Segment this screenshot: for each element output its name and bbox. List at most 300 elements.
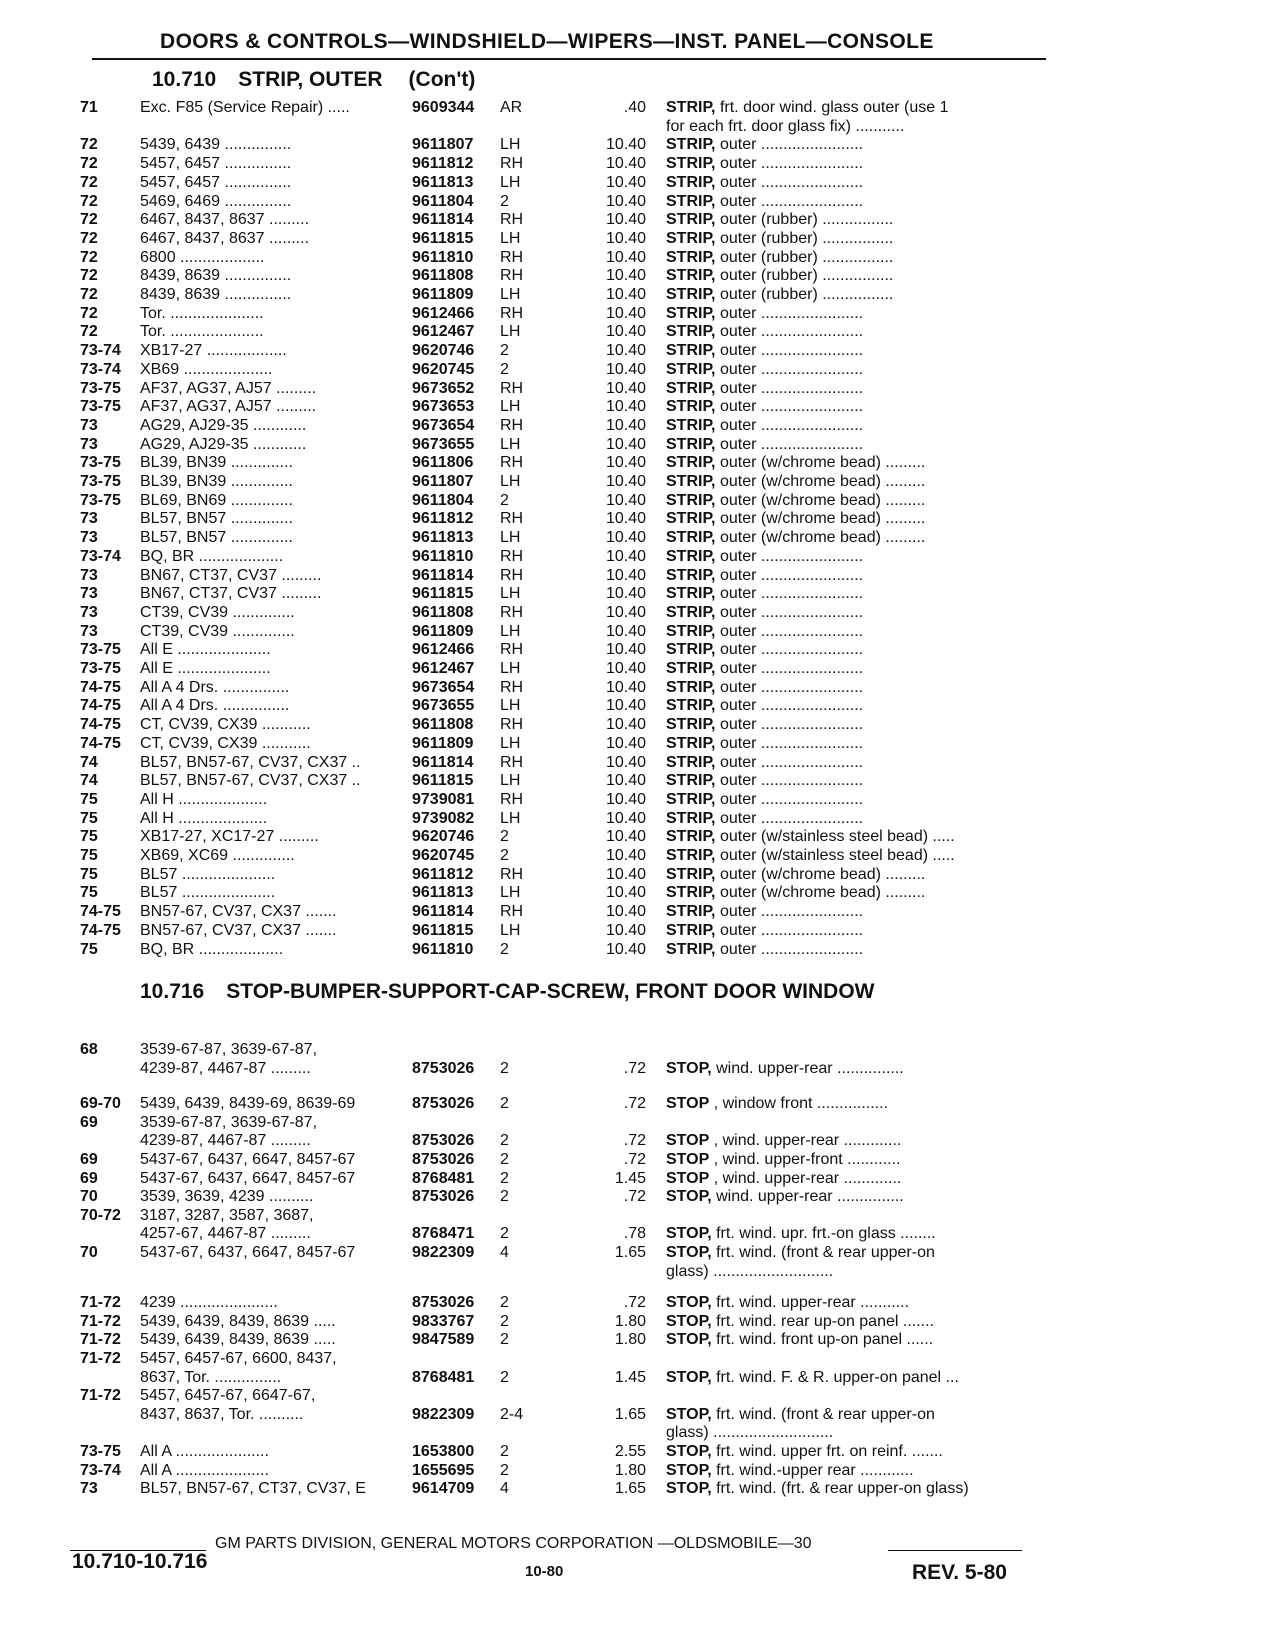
description-keyword: STRIP,	[666, 136, 716, 154]
model-cell: 5437-67, 6437, 6647, 8457-67	[140, 1169, 356, 1187]
table-row	[0, 622, 1280, 641]
part-number-cell: 9620745	[412, 847, 475, 864]
year-cell: 73-75	[80, 379, 121, 397]
description-keyword: STRIP,	[666, 772, 716, 790]
model-cell: BQ, BR ...................	[140, 940, 284, 958]
year-cell: 71-72	[80, 1331, 121, 1349]
quantity-cell: LH	[500, 884, 521, 902]
description-cell	[666, 640, 1046, 659]
quantity-cell: LH	[500, 660, 521, 677]
quantity-cell: RH	[500, 566, 524, 584]
year-cell: 75	[80, 847, 98, 864]
description-text: outer .......................	[719, 155, 864, 173]
description-cell	[666, 547, 1046, 566]
quantity-cell: LH	[500, 921, 521, 939]
part-number-cell: 9611814	[412, 566, 474, 584]
quantity-cell: RH	[500, 903, 524, 921]
price-cell: 10.40	[605, 229, 646, 247]
year-cell: 72	[80, 229, 98, 247]
description-cell	[666, 1150, 1046, 1169]
description-cell	[666, 1187, 1046, 1206]
description-text: outer .......................	[719, 398, 864, 416]
year-cell: 73-75	[80, 660, 121, 677]
description-text: outer .......................	[719, 566, 864, 584]
price-cell: .72	[623, 1132, 646, 1150]
description-cell	[666, 266, 1046, 285]
year-cell: 72	[80, 304, 98, 322]
price-cell: 1.80	[614, 1312, 646, 1330]
quantity-cell: RH	[500, 267, 524, 285]
table-row	[0, 135, 1280, 154]
description-cell	[666, 846, 1046, 865]
part-number-cell: 9611810	[412, 940, 474, 958]
part-number-cell: 9611808	[412, 716, 474, 734]
description-keyword: STRIP,	[666, 416, 716, 434]
year-cell: 73	[80, 566, 98, 584]
part-number-cell: 9614709	[412, 1480, 475, 1498]
description-cell	[666, 940, 1046, 959]
year-cell: 69	[80, 1113, 98, 1131]
model-cell: All E .....................	[140, 641, 271, 659]
model-cell: 3539-67-87, 3639-67-87,	[140, 1113, 318, 1131]
quantity-cell: 2	[500, 847, 509, 864]
description-keyword: STRIP,	[666, 921, 716, 939]
model-cell: 5457, 6457 ...............	[140, 173, 292, 191]
description-cell	[666, 902, 1046, 921]
model-cell: 5439, 6439, 8439, 8639 .....	[140, 1312, 336, 1330]
price-cell: 10.40	[605, 641, 646, 659]
model-cell: All A 4 Drs. ...............	[140, 678, 290, 696]
part-number-cell: 9612467	[412, 323, 475, 341]
quantity-cell: 2	[500, 1461, 509, 1479]
description-text: frt. wind. (front & rear upper-on	[716, 1244, 935, 1261]
quantity-cell: 2	[500, 1331, 509, 1349]
description-cell	[666, 360, 1046, 379]
year-cell: 75	[80, 884, 98, 902]
description-keyword: STRIP,	[666, 660, 716, 677]
model-cell: 4239 ......................	[140, 1294, 278, 1312]
year-cell: 73	[80, 529, 98, 547]
part-number-cell: 9611814	[412, 211, 474, 229]
part-number-cell: 8753026	[412, 1132, 475, 1150]
model-cell: BL57, BN57 ..............	[140, 529, 293, 547]
part-number-cell: 9611809	[412, 734, 474, 752]
table-row	[0, 1094, 1280, 1113]
year-cell: 73-75	[80, 491, 121, 509]
model-cell: BL69, BN69 ..............	[140, 491, 293, 509]
quantity-cell: 2	[500, 1132, 509, 1150]
part-number-cell: 9611814	[412, 753, 474, 771]
quantity-cell: 2	[500, 1312, 509, 1330]
quantity-cell: 2	[500, 1169, 509, 1187]
part-number-cell: 9620745	[412, 360, 475, 378]
description-keyword: STRIP,	[666, 547, 716, 565]
price-cell: 10.40	[605, 211, 646, 229]
quantity-cell: 4	[500, 1244, 509, 1261]
description-text: wind. upper-rear ...............	[716, 1188, 904, 1206]
price-cell: 10.40	[605, 304, 646, 322]
description-cell	[666, 921, 1046, 940]
price-cell: 10.40	[605, 603, 646, 621]
description-keyword: STRIP,	[666, 790, 716, 808]
description-text: outer (rubber) ................	[719, 248, 894, 266]
part-number-cell: 9611804	[412, 491, 474, 509]
part-number-cell: 9673654	[412, 416, 475, 434]
price-cell: 10.40	[605, 510, 646, 528]
description-keyword: STRIP,	[666, 716, 716, 734]
header-rule	[92, 58, 1046, 60]
description-cell	[666, 1169, 1046, 1188]
description-text: frt. wind. (front & rear upper-on	[716, 1405, 935, 1423]
description-keyword: STRIP,	[666, 529, 716, 547]
model-cell: 4239-87, 4467-87 .........	[140, 1059, 311, 1077]
part-number-cell: 8768481	[412, 1368, 475, 1386]
year-cell: 71-72	[80, 1387, 121, 1405]
description-keyword: STRIP,	[666, 286, 716, 303]
year-cell: 73-75	[80, 1443, 121, 1460]
year-cell: 74	[80, 772, 98, 790]
footer-rule-right	[888, 1550, 1022, 1551]
description-keyword: STRIP,	[666, 435, 716, 453]
table-row	[0, 1187, 1280, 1206]
price-cell: 10.40	[605, 379, 646, 397]
description-text: outer .......................	[719, 697, 864, 715]
price-cell: 10.40	[605, 192, 646, 210]
model-cell: AG29, AJ29-35 ............	[140, 416, 307, 434]
section-name: STOP-BUMPER-SUPPORT-CAP-SCREW, FRONT DOOR WINDOW	[226, 980, 875, 1003]
part-number-cell: 9611813	[412, 529, 474, 547]
part-number-cell: 9611810	[412, 248, 474, 266]
description-cell	[666, 304, 1046, 323]
description-keyword: STRIP,	[666, 884, 716, 902]
model-cell: 8439, 8639 ...............	[140, 286, 292, 303]
quantity-cell: RH	[500, 547, 524, 565]
table-row	[0, 1059, 1280, 1078]
description-keyword: STOP,	[666, 1225, 712, 1243]
model-cell: BQ, BR ...................	[140, 547, 284, 565]
description-text: , wind. upper-rear .............	[713, 1132, 902, 1150]
quantity-cell: RH	[500, 603, 524, 621]
description-cell	[666, 341, 1046, 360]
quantity-cell: 2	[500, 192, 509, 210]
price-cell: 10.40	[605, 136, 646, 154]
description-cell	[666, 491, 1046, 510]
description-keyword: STRIP,	[666, 828, 716, 846]
model-cell: AF37, AG37, AJ57 .........	[140, 379, 317, 397]
model-cell: 6467, 8437, 8637 .........	[140, 229, 310, 247]
table-row	[0, 1312, 1280, 1331]
description-cell	[666, 827, 1046, 846]
quantity-cell: RH	[500, 865, 524, 883]
description-keyword: STRIP,	[666, 865, 716, 883]
table-row	[0, 696, 1280, 715]
description-text: glass) ...........................	[666, 1424, 834, 1442]
quantity-cell: RH	[500, 678, 524, 696]
price-cell: 10.40	[605, 585, 646, 603]
description-keyword: STOP,	[666, 1188, 712, 1206]
price-cell: 10.40	[605, 847, 646, 864]
description-cell	[666, 1479, 1046, 1498]
model-cell: 5457, 6457 ...............	[140, 155, 292, 173]
table-row	[0, 360, 1280, 379]
model-cell: AF37, AG37, AJ57 .........	[140, 398, 317, 416]
year-cell: 74-75	[80, 697, 121, 715]
price-cell: 10.40	[605, 529, 646, 547]
model-cell: 3187, 3287, 3587, 3687,	[140, 1206, 314, 1224]
model-cell: 5457, 6457-67, 6600, 8437,	[140, 1350, 337, 1367]
description-text: frt. door wind. glass outer (use 1	[719, 99, 949, 116]
table-row	[0, 827, 1280, 846]
model-cell: 8637, Tor. ...............	[140, 1368, 282, 1386]
description-keyword: STRIP,	[666, 99, 716, 116]
quantity-cell: LH	[500, 473, 521, 490]
table-row	[0, 790, 1280, 809]
price-cell: 1.80	[614, 1331, 646, 1349]
model-cell: Tor. .....................	[140, 304, 264, 322]
description-keyword: STRIP,	[666, 155, 716, 173]
description-cell	[666, 659, 1046, 678]
year-cell: 73-74	[80, 1461, 121, 1479]
description-keyword: STOP,	[666, 1480, 712, 1498]
table-row	[0, 1368, 1280, 1387]
price-cell: 10.40	[605, 903, 646, 921]
part-number-cell: 8753026	[412, 1188, 475, 1206]
year-cell: 73	[80, 416, 98, 434]
table-row	[0, 1224, 1280, 1243]
description-keyword: STRIP,	[666, 454, 716, 472]
description-text: outer (w/chrome bead) .........	[719, 865, 926, 883]
part-number-cell: 9847589	[412, 1331, 475, 1349]
description-text: outer .......................	[719, 416, 864, 434]
table-row	[0, 678, 1280, 697]
part-number-cell: 9833767	[412, 1312, 475, 1330]
description-cell	[666, 229, 1046, 248]
price-cell: 10.40	[605, 828, 646, 846]
quantity-cell: RH	[500, 416, 524, 434]
description-cell	[666, 1243, 1046, 1262]
description-keyword: STRIP,	[666, 304, 716, 322]
description-text: outer .......................	[719, 921, 864, 939]
quantity-cell: LH	[500, 772, 521, 790]
quantity-cell: 2	[500, 940, 509, 958]
description-keyword: STRIP,	[666, 473, 716, 490]
description-text: outer .......................	[719, 192, 864, 210]
description-cell	[666, 135, 1046, 154]
quantity-cell: RH	[500, 454, 524, 472]
quantity-cell: LH	[500, 697, 521, 715]
price-cell: 10.40	[605, 398, 646, 416]
price-cell: 10.40	[605, 566, 646, 584]
part-number-cell: 9611808	[412, 267, 474, 285]
description-keyword: STOP,	[666, 1312, 712, 1330]
quantity-cell: LH	[500, 286, 521, 303]
year-cell: 74-75	[80, 921, 121, 939]
description-cell	[666, 883, 1046, 902]
price-cell: 10.40	[605, 622, 646, 640]
table-row	[0, 322, 1280, 341]
year-cell: 74	[80, 753, 98, 771]
table-row	[0, 210, 1280, 229]
description-keyword: STRIP,	[666, 585, 716, 603]
year-cell: 72	[80, 211, 98, 229]
description-cell	[666, 566, 1046, 585]
table-row	[0, 379, 1280, 398]
year-cell: 69	[80, 1151, 98, 1168]
description-text: outer .......................	[719, 903, 864, 921]
year-cell: 72	[80, 173, 98, 191]
price-cell: 10.40	[605, 790, 646, 808]
table-row	[0, 1150, 1280, 1169]
price-cell: 10.40	[605, 267, 646, 285]
description-keyword: STRIP,	[666, 248, 716, 266]
model-cell: BN57-67, CV37, CX37 .......	[140, 921, 337, 939]
part-number-cell: 9611812	[412, 155, 474, 173]
table-row	[0, 1040, 1280, 1059]
part-number-cell: 9739082	[412, 809, 475, 827]
model-cell: 5469, 6469 ...............	[140, 192, 292, 210]
description-keyword: STRIP,	[666, 641, 716, 659]
model-cell: XB69, XC69 ..............	[140, 847, 295, 864]
description-cell	[666, 322, 1046, 341]
quantity-cell: 2	[500, 1188, 509, 1206]
year-cell: 73-74	[80, 342, 121, 360]
year-cell: 73	[80, 435, 98, 453]
price-cell: 10.40	[605, 360, 646, 378]
quantity-cell: LH	[500, 136, 521, 154]
year-cell: 72	[80, 286, 98, 303]
description-cell	[666, 435, 1046, 454]
part-number-cell: 1655695	[412, 1461, 475, 1479]
model-cell: 6467, 8437, 8637 .........	[140, 211, 310, 229]
price-cell: 10.40	[605, 547, 646, 565]
year-cell: 71-72	[80, 1294, 121, 1312]
price-cell: 10.40	[605, 697, 646, 715]
year-cell: 74-75	[80, 903, 121, 921]
description-cell	[666, 734, 1046, 753]
table-row	[0, 397, 1280, 416]
part-number-cell: 9611815	[412, 772, 474, 790]
table-row	[0, 1206, 1280, 1225]
model-cell: All A .....................	[140, 1443, 269, 1460]
price-cell: 2.55	[614, 1443, 646, 1460]
model-cell: BL57, BN57 ..............	[140, 510, 293, 528]
description-text: outer .......................	[719, 940, 864, 958]
price-cell: 10.40	[605, 921, 646, 939]
year-cell: 75	[80, 865, 98, 883]
description-cell	[666, 1293, 1046, 1312]
description-cell	[666, 528, 1046, 547]
table-row	[0, 1330, 1280, 1349]
model-cell: 6800 ...................	[140, 248, 265, 266]
description-text: frt. wind. upr. frt.-on glass ........	[716, 1225, 936, 1243]
description-text: outer (w/chrome bead) .........	[719, 510, 926, 528]
description-text: outer (rubber) ................	[719, 267, 894, 285]
description-keyword: STRIP,	[666, 847, 716, 864]
description-text: outer .......................	[719, 678, 864, 696]
table-row	[0, 753, 1280, 772]
table-row	[0, 435, 1280, 454]
price-cell: 10.40	[605, 435, 646, 453]
quantity-cell: RH	[500, 248, 524, 266]
description-cell	[666, 98, 1046, 117]
year-cell: 74-75	[80, 678, 121, 696]
quantity-cell: LH	[500, 398, 521, 416]
quantity-cell: 2	[500, 1059, 509, 1077]
table-row	[0, 1479, 1280, 1498]
part-number-cell: 8753026	[412, 1151, 475, 1168]
description-cell	[666, 1423, 1046, 1442]
description-cell	[666, 1224, 1046, 1243]
part-number-cell: 9611815	[412, 229, 474, 247]
year-cell: 73	[80, 585, 98, 603]
description-text: outer .......................	[719, 547, 864, 565]
model-cell: 5437-67, 6437, 6647, 8457-67	[140, 1151, 356, 1168]
section-number: 10.716	[140, 980, 205, 1003]
description-cell	[666, 865, 1046, 884]
part-number-cell: 9611804	[412, 192, 474, 210]
table-row	[0, 229, 1280, 248]
year-cell: 73	[80, 1480, 98, 1498]
description-text: outer .......................	[719, 360, 864, 378]
price-cell: .72	[623, 1095, 646, 1113]
year-cell: 72	[80, 136, 98, 154]
year-cell: 69-70	[80, 1095, 121, 1113]
year-cell: 73-75	[80, 473, 121, 490]
price-cell: 1.45	[614, 1368, 646, 1386]
table-row	[0, 640, 1280, 659]
part-number-cell: 9612466	[412, 304, 475, 322]
quantity-cell: 2	[500, 1151, 509, 1168]
table-row	[0, 416, 1280, 435]
model-cell: All E .....................	[140, 660, 271, 677]
description-cell	[666, 1262, 1046, 1281]
year-cell: 75	[80, 790, 98, 808]
part-number-cell: 9612466	[412, 641, 475, 659]
year-cell: 72	[80, 267, 98, 285]
year-cell: 74-75	[80, 734, 121, 752]
quantity-cell: RH	[500, 379, 524, 397]
description-keyword: STOP	[666, 1095, 710, 1113]
year-cell: 73	[80, 603, 98, 621]
year-cell: 70	[80, 1244, 98, 1261]
description-keyword: STRIP,	[666, 211, 716, 229]
part-number-cell: 9611813	[412, 173, 474, 191]
table-row	[0, 603, 1280, 622]
description-text: , window front ................	[713, 1095, 889, 1113]
price-cell: 10.40	[605, 491, 646, 509]
description-cell	[666, 453, 1046, 472]
model-cell: CT, CV39, CX39 ...........	[140, 734, 311, 752]
table-row	[0, 547, 1280, 566]
description-text: outer (w/chrome bead) .........	[719, 454, 926, 472]
description-cell	[666, 1461, 1046, 1480]
price-cell: 10.40	[605, 286, 646, 303]
table-row	[0, 1461, 1280, 1480]
year-cell: 73-74	[80, 360, 121, 378]
table-row	[0, 1243, 1280, 1262]
description-cell	[666, 771, 1046, 790]
section-continued: (Con't)	[408, 68, 476, 91]
table-row	[0, 453, 1280, 472]
description-text: outer .......................	[719, 136, 864, 154]
table-row	[0, 566, 1280, 585]
description-keyword: STRIP,	[666, 753, 716, 771]
quantity-cell: RH	[500, 155, 524, 173]
price-cell: 10.40	[605, 716, 646, 734]
description-cell	[666, 173, 1046, 192]
price-cell: .72	[623, 1188, 646, 1206]
section-10-710-title	[152, 68, 475, 92]
